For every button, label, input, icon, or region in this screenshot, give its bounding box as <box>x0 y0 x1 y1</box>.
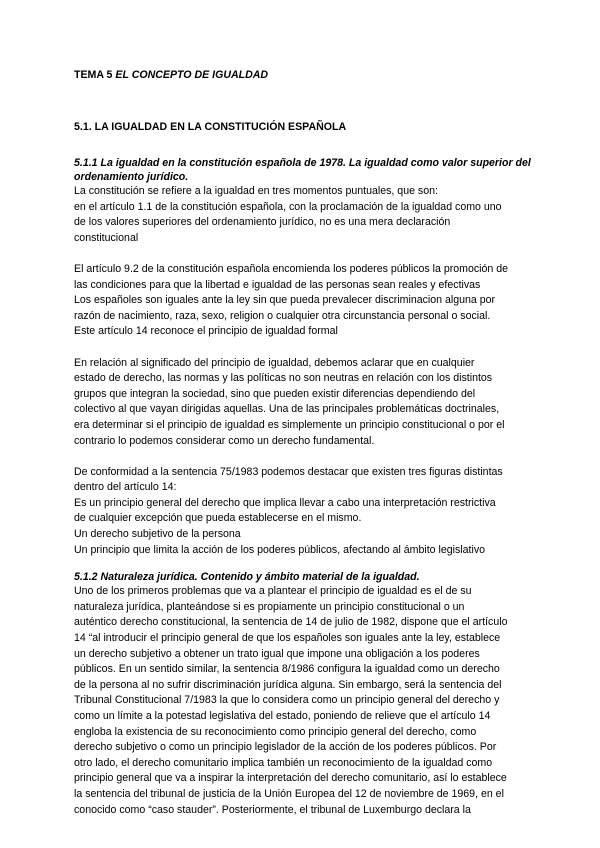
subsection-heading-5-1-2: 5.1.2 Naturaleza jurídica. Contenido y ámbito material de la igualdad. <box>74 571 420 584</box>
document-body <box>74 68 544 818</box>
text-line: otro lado, el derecho comunitario implica también un reconocimiento de la igualdad como <box>74 756 493 769</box>
subsection-heading-5-1-1: 5.1.1 La igualdad en la constitución española de 1978. La igualdad como valor superior del ordenamiento jurídico. <box>74 157 531 183</box>
text-line: como un límite a la potestad legislativa del estado, poniendo de relieve que el artículo 14 <box>74 710 491 722</box>
paragraph <box>74 262 544 340</box>
section-heading: 5.1. LA IGUALDAD EN LA CONSTITUCIÓN ESPAÑOLA <box>74 121 347 133</box>
text-line: de los valores superiores del ordenamiento jurídico, no es una mera declaración <box>74 216 451 229</box>
text-line: era determinar si el principio de igualdad es simplemente un principio constitucional o por el <box>74 418 505 431</box>
text-line: colectivo al que vayan dirigidas aquellas. Una de las principales problemáticas doctrinales, <box>74 403 500 416</box>
text-line: El artículo 9.2 de la constitución española encomienda los poderes públicos la promoción de <box>74 262 509 275</box>
text-line: derecho subjetivo o como un principio legislador de la acción de los poderes públicos. Por <box>74 741 497 754</box>
text-line: Este artículo 14 reconoce el principio de igualdad formal <box>74 325 338 338</box>
text-line: de cualquier excepción que pueda establecerse en el mismo. <box>74 512 362 525</box>
text-line: De conformidad a la sentencia 75/1983 podemos destacar que existen tres figuras distintas <box>74 465 503 478</box>
text-line: Un derecho subjetivo de la persona <box>74 528 241 541</box>
paragraph <box>74 584 544 818</box>
paragraph <box>74 184 544 246</box>
text-line: 14 “al introducir el principio general de que los españoles son iguales ante la ley, establece <box>74 632 501 645</box>
title-prefix: TEMA 5 <box>74 69 116 81</box>
text-line: En relación al significado del principio de igualdad, debemos aclarar que en cualquier <box>74 356 475 369</box>
text-line: Uno de los primeros problemas que va a plantear el principio de igualdad es el de su <box>74 585 472 598</box>
text-line: Es un principio general del derecho que implica llevar a cabo una interpretación restrictiva <box>74 496 496 509</box>
text-line: Tribunal Constitucional 7/1983 la que lo considera como un principio general del derecho y <box>74 694 500 707</box>
text-line: Los españoles son iguales ante la ley sin que pueda prevalecer discriminacion alguna por <box>74 294 496 307</box>
text-line: la sentencia del tribunal de justicia de la Unión Europea del 12 de noviembre de 1969, en el <box>74 787 504 800</box>
text-line: contrario lo podemos considerar como un derecho fundamental. <box>74 434 375 447</box>
text-line: estado de derecho, las normas y las políticas no son neutras en relación con los distintos <box>74 372 493 385</box>
text-line: grupos que integran la sociedad, sino que pueden existir diferencias dependiendo del <box>74 387 476 400</box>
text-line: naturaleza jurídica, planteándose si es propiamente un principio constitucional o un <box>74 600 465 613</box>
text-line: de la persona al no sufrir discriminación jurídica alguna. Sin embargo, será la sentencia del <box>74 678 502 691</box>
paragraph <box>74 465 544 559</box>
text-line: públicos. En un sentido similar, la sentencia 8/1986 configura la igualdad como un derecho <box>74 663 500 676</box>
text-line: principio general que va a inspirar la interpretación del derecho comunitario, así lo establece <box>74 772 507 785</box>
text-line: engloba la existencia de su reconocimiento como principio general del derecho, como <box>74 725 477 738</box>
text-line: un derecho subjetivo a obtener un trato igual que impone una obligación a los poderes <box>74 647 480 660</box>
text-line: La constitución se refiere a la igualdad en tres momentos puntuales, que son: <box>74 185 438 197</box>
text-line: en el artículo 1.1 de la constitución española, con la proclamación de la igualdad como uno <box>74 200 502 213</box>
document-title <box>74 68 544 83</box>
text-line: las condiciones para que la libertad e igualdad de las personas sean reales y efectivas <box>74 278 481 291</box>
text-line: auténtico derecho constitucional, la sentencia de 14 de julio de 1982, dispone que el artículo <box>74 616 508 629</box>
text-line: razón de nacimiento, raza, sexo, religion o cualquier otra circunstancia personal o social. <box>74 309 491 322</box>
text-line: dentro del artículo 14: <box>74 481 177 494</box>
text-line: constitucional <box>74 231 139 244</box>
title-topic: EL CONCEPTO DE IGUALDAD <box>115 69 269 81</box>
text-line: conocido como “caso stauder”. Posteriormente, el tribunal de Luxemburgo declara la <box>74 803 471 816</box>
paragraph <box>74 356 544 450</box>
text-line: Un principio que limita la acción de los poderes públicos, afectando al ámbito legislativo <box>74 543 486 556</box>
